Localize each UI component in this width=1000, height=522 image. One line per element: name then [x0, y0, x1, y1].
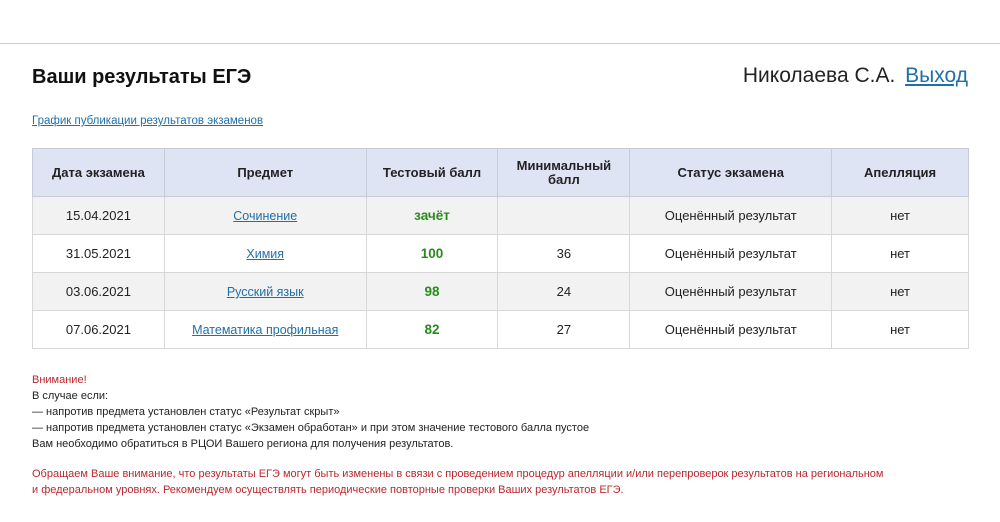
- appeal-status: нет: [832, 273, 969, 311]
- min-score: 27: [498, 311, 630, 349]
- exam-status: Оценённый результат: [630, 235, 832, 273]
- min-score: 24: [498, 273, 630, 311]
- subject-cell: [164, 235, 366, 273]
- page-title: Ваши результаты ЕГЭ: [32, 66, 252, 88]
- appeal-status: нет: [832, 197, 969, 235]
- subject-link[interactable]: Математика профильная: [192, 323, 339, 337]
- results-table: [32, 148, 969, 349]
- top-divider: [0, 43, 1000, 44]
- column-header-date: Дата экзамена: [33, 149, 165, 197]
- subject-cell: [164, 311, 366, 349]
- exam-date: 07.06.2021: [33, 311, 165, 349]
- table-row: [33, 273, 969, 311]
- subject-link[interactable]: Русский язык: [226, 285, 304, 299]
- subject-link[interactable]: Сочинение: [233, 209, 298, 223]
- subject-cell: [164, 197, 366, 235]
- test-score-cell: [366, 235, 498, 273]
- results-change-warning: [32, 466, 912, 498]
- results-schedule-link[interactable]: График публикации результатов экзаменов: [32, 115, 264, 127]
- user-name: Николаева С.А.: [742, 64, 896, 87]
- column-header-appeal: Апелляция: [832, 149, 969, 197]
- exam-date: 03.06.2021: [33, 273, 165, 311]
- table-header-row: [33, 149, 969, 197]
- exam-status: Оценённый результат: [630, 197, 832, 235]
- column-header-test-score: Тестовый балл: [366, 149, 498, 197]
- attention-label: Внимание!: [32, 374, 87, 386]
- appeal-status: нет: [832, 235, 969, 273]
- warning-line: и федеральном уровнях. Рекомендуем осуществлять периодические повторные проверки Ваших результатов ЕГЭ.: [32, 484, 624, 496]
- logout-link[interactable]: Выход: [905, 64, 968, 87]
- min-score: [498, 197, 630, 235]
- test-score: 98: [424, 284, 440, 299]
- exam-status: Оценённый результат: [630, 311, 832, 349]
- test-score-cell: [366, 197, 498, 235]
- min-score: 36: [498, 235, 630, 273]
- test-score: 82: [424, 322, 440, 337]
- exam-status: Оценённый результат: [630, 273, 832, 311]
- notice-line: В случае если:: [32, 390, 109, 402]
- table-row: [33, 235, 969, 273]
- subject-link[interactable]: Химия: [246, 247, 285, 261]
- notice-line: — напротив предмета установлен статус «Результат скрыт»: [32, 406, 340, 418]
- test-score: зачёт: [414, 208, 450, 223]
- exam-date: 15.04.2021: [33, 197, 165, 235]
- notice-line: Вам необходимо обратиться в РЦОИ Вашего региона для получения результатов.: [32, 438, 454, 450]
- table-row: [33, 311, 969, 349]
- notice-line: — напротив предмета установлен статус «Экзамен обработан» и при этом значение тестового балла пустое: [32, 422, 590, 434]
- table-row: [33, 197, 969, 235]
- column-header-status: Статус экзамена: [630, 149, 832, 197]
- exam-date: 31.05.2021: [33, 235, 165, 273]
- test-score-cell: [366, 273, 498, 311]
- test-score-cell: [366, 311, 498, 349]
- appeal-status: нет: [832, 311, 969, 349]
- subject-cell: [164, 273, 366, 311]
- notice-block: [32, 372, 589, 452]
- column-header-min-score: Минимальный балл: [498, 149, 630, 197]
- user-bar: [743, 64, 968, 88]
- test-score: 100: [420, 246, 444, 261]
- warning-line: Обращаем Ваше внимание, что результаты ЕГЭ могут быть изменены в связи с проведением процедур апелляции и/или перепроверок результатов на региональном: [32, 468, 884, 480]
- column-header-subject: Предмет: [164, 149, 366, 197]
